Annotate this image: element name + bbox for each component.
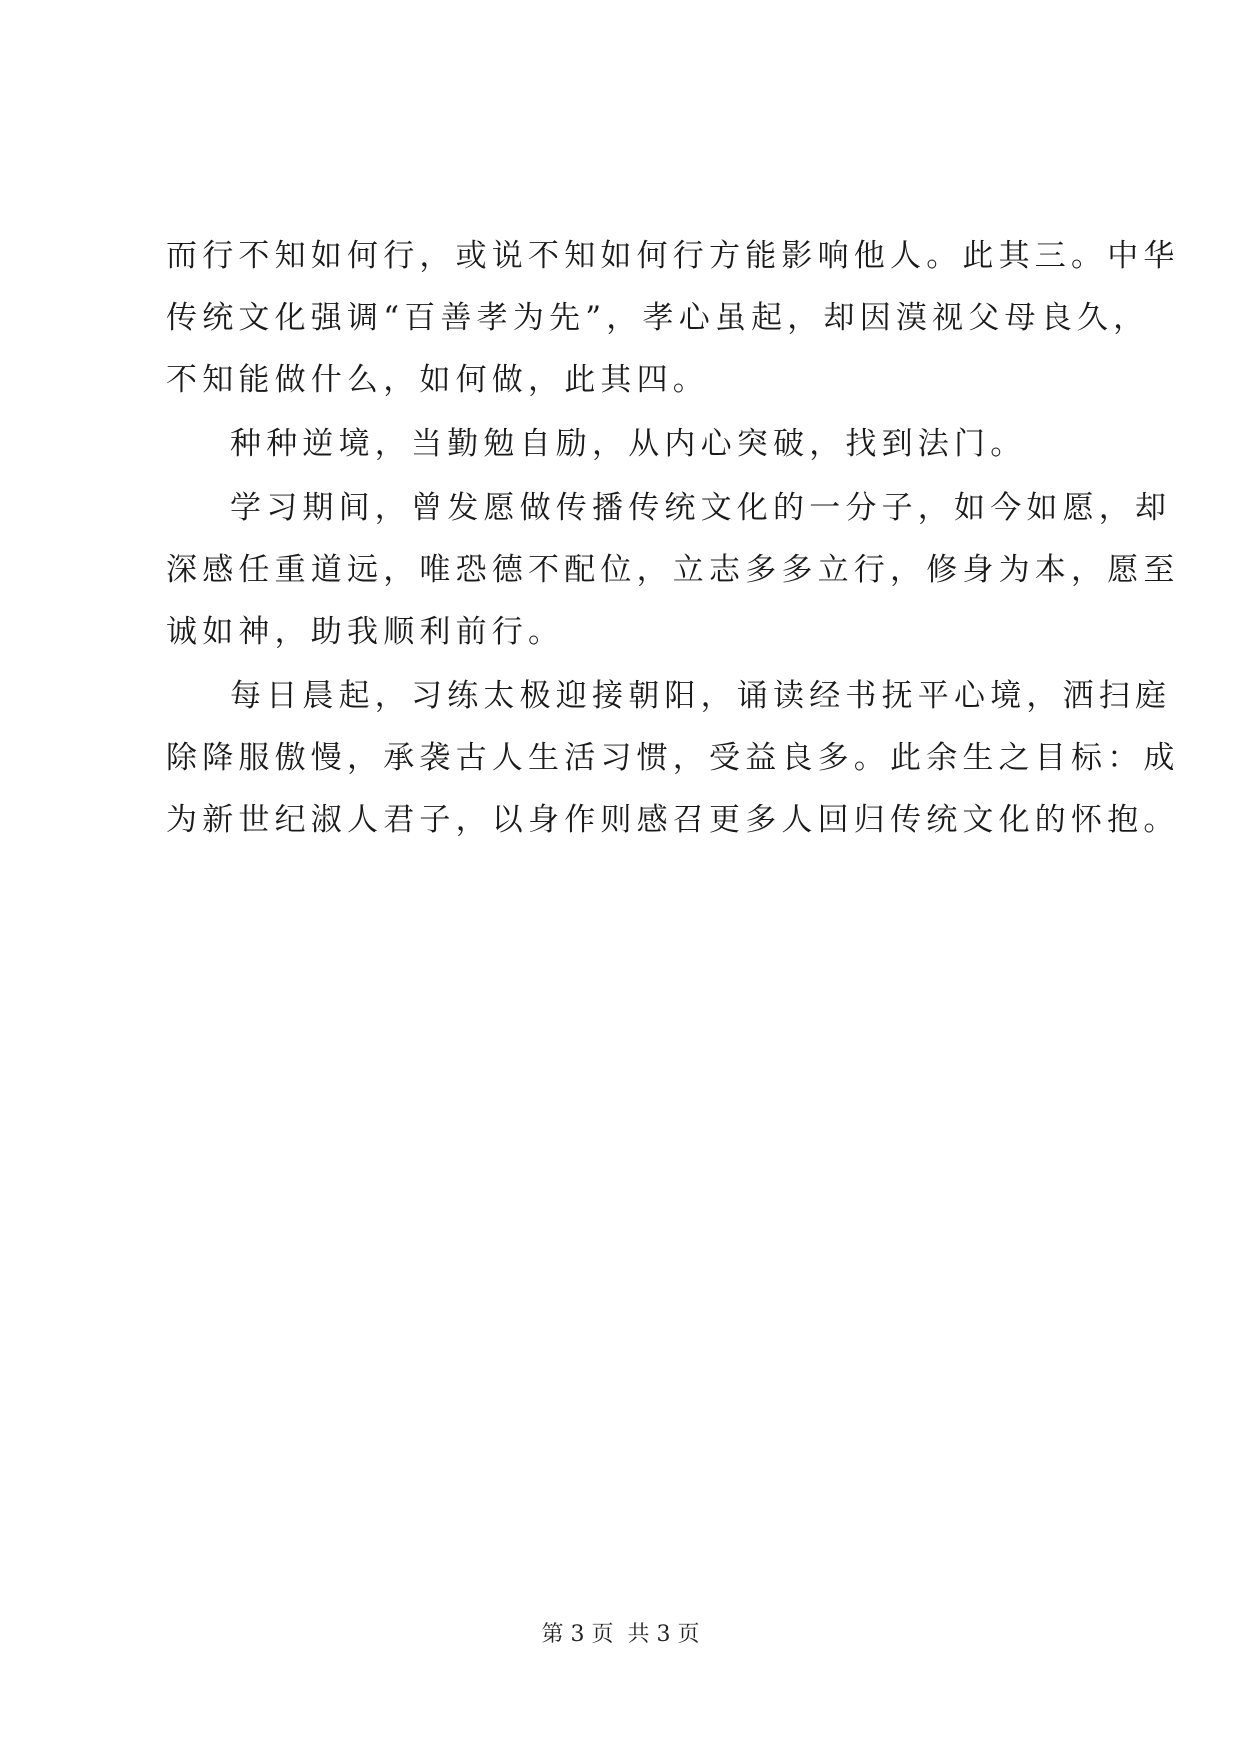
page-number-footer: 第 3 页 共 3 页 <box>541 1622 700 1647</box>
paragraph-line: 学习期间，曾发愿做传播传统文化的一分子，如今如愿，却 <box>230 490 1172 526</box>
paragraph-line: 每日晨起，习练太极迎接朝阳，诵读经书抚平心境，洒扫庭 <box>230 678 1172 714</box>
paragraph-line: 除降服傲慢，承袭古人生活习惯，受益良多。此余生之目标：成 <box>166 740 1180 776</box>
paragraph-line: 诚如神，助我顺利前行。 <box>166 614 565 650</box>
paragraph-line: 传统文化强调“百善孝为先”，孝心虽起，却因漠视父母良久， <box>166 300 1150 336</box>
paragraph-line: 为新世纪淑人君子，以身作则感召更多人回归传统文化的怀抱。 <box>166 802 1180 838</box>
paragraph-line: 而行不知如何行，或说不知如何行方能影响他人。此其三。中华 <box>166 238 1180 274</box>
paragraph-line: 种种逆境，当勤勉自励，从内心突破，找到法门。 <box>230 426 1027 462</box>
paragraph-line: 深感任重道远，唯恐德不配位，立志多多立行，修身为本，愿至 <box>166 552 1180 588</box>
paragraph-line: 不知能做什么，如何做，此其四。 <box>166 362 709 398</box>
